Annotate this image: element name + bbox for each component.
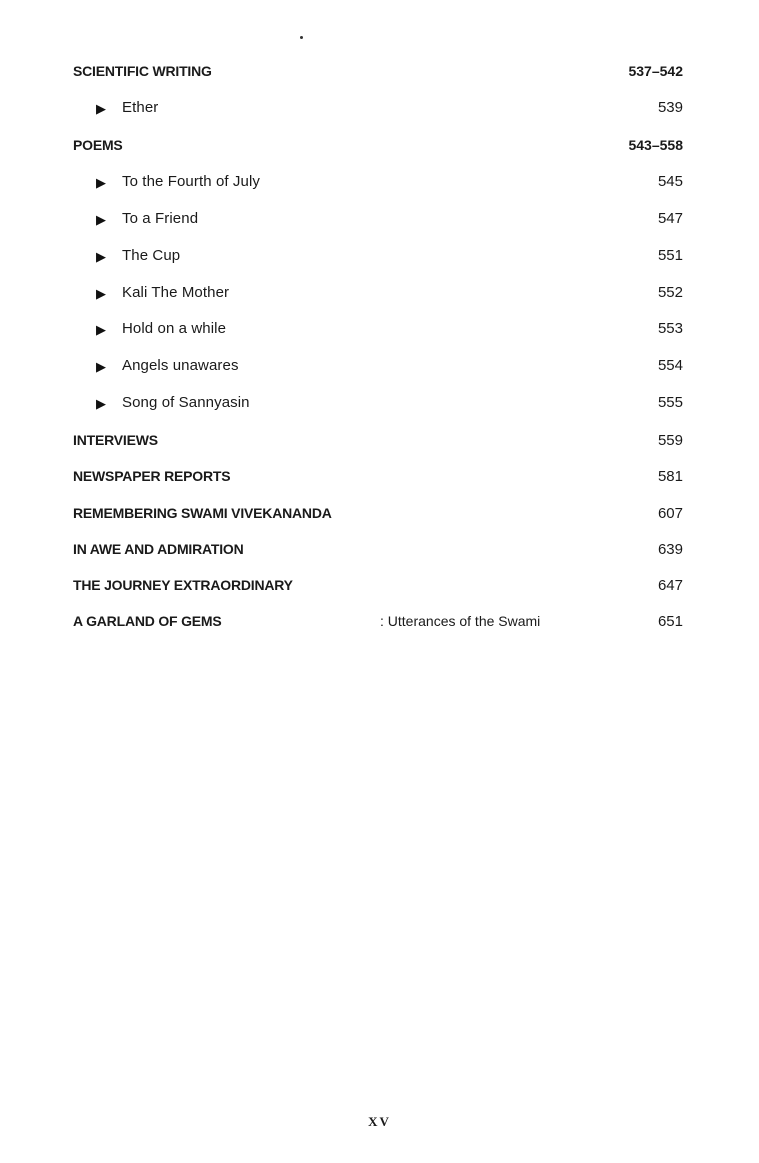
entry-title: REMEMBERING SWAMI VIVEKANANDA: [73, 505, 332, 521]
toc-entry-poems: [0, 137, 759, 161]
triangle-bullet-icon: ▶: [96, 175, 106, 190]
entry-page: 651: [657, 613, 683, 630]
triangle-bullet-icon: ▶: [96, 249, 106, 264]
entry-title: THE JOURNEY EXTRAORDINARY: [73, 577, 293, 593]
entry-page: 559: [657, 432, 683, 449]
toc-entry-kali-the-mother: [0, 284, 759, 308]
triangle-bullet-icon: ▶: [96, 101, 106, 116]
entry-page: 551: [657, 247, 683, 264]
triangle-bullet-icon: ▶: [96, 322, 106, 337]
toc-entry-song-of-sannyasin: [0, 394, 759, 418]
entry-title: A GARLAND OF GEMS: [73, 613, 222, 629]
toc-entry-ether: [0, 99, 759, 123]
toc-entry-hold-on-a-while: [0, 320, 759, 344]
entry-page: 647: [657, 577, 683, 594]
entry-title: Song of Sannyasin: [122, 394, 250, 411]
triangle-bullet-icon: ▶: [96, 396, 106, 411]
triangle-bullet-icon: ▶: [96, 286, 106, 301]
entry-title: Hold on a while: [122, 320, 227, 337]
entry-page: 537–542: [628, 63, 683, 79]
toc-entry-the-cup: [0, 247, 759, 271]
entry-page: 539: [657, 99, 683, 116]
toc-entry-journey: [0, 577, 759, 601]
toc-entry-garland-of-gems: [0, 613, 759, 637]
entry-page: 554: [657, 357, 683, 374]
toc-entry-angels-unawares: [0, 357, 759, 381]
entry-page: 543–558: [628, 137, 683, 153]
toc-entry-newspaper-reports: [0, 468, 759, 492]
triangle-bullet-icon: ▶: [96, 359, 106, 374]
entry-page: 547: [657, 210, 683, 227]
triangle-bullet-icon: ▶: [96, 212, 106, 227]
entry-title: INTERVIEWS: [73, 432, 158, 448]
toc-entry-scientific-writing: [0, 63, 759, 87]
page-number: XV: [368, 1114, 391, 1129]
entry-page: 552: [657, 284, 683, 301]
print-speck: [300, 36, 303, 39]
entry-page: 553: [657, 320, 683, 337]
entry-title: To a Friend: [122, 210, 199, 227]
entry-title: Angels unawares: [122, 357, 239, 374]
entry-title: Kali The Mother: [122, 284, 230, 301]
toc-entry-fourth-of-july: [0, 173, 759, 197]
entry-title: POEMS: [73, 137, 123, 153]
entry-page: 581: [657, 468, 683, 485]
toc-entry-interviews: [0, 432, 759, 456]
entry-title: NEWSPAPER REPORTS: [73, 468, 231, 484]
toc-entry-to-a-friend: [0, 210, 759, 234]
entry-page: 555: [657, 394, 683, 411]
entry-page: 545: [657, 173, 683, 190]
entry-title: SCIENTIFIC WRITING: [73, 63, 212, 79]
entry-title: The Cup: [122, 247, 181, 264]
entry-page: 607: [657, 505, 683, 522]
entry-title: To the Fourth of July: [122, 173, 261, 190]
entry-page: 639: [657, 541, 683, 558]
entry-title: IN AWE AND ADMIRATION: [73, 541, 244, 557]
toc-entry-remembering-swami: [0, 505, 759, 529]
entry-title: Ether: [122, 99, 159, 116]
toc-entry-in-awe: [0, 541, 759, 565]
entry-note: : Utterances of the Swami: [380, 613, 541, 629]
